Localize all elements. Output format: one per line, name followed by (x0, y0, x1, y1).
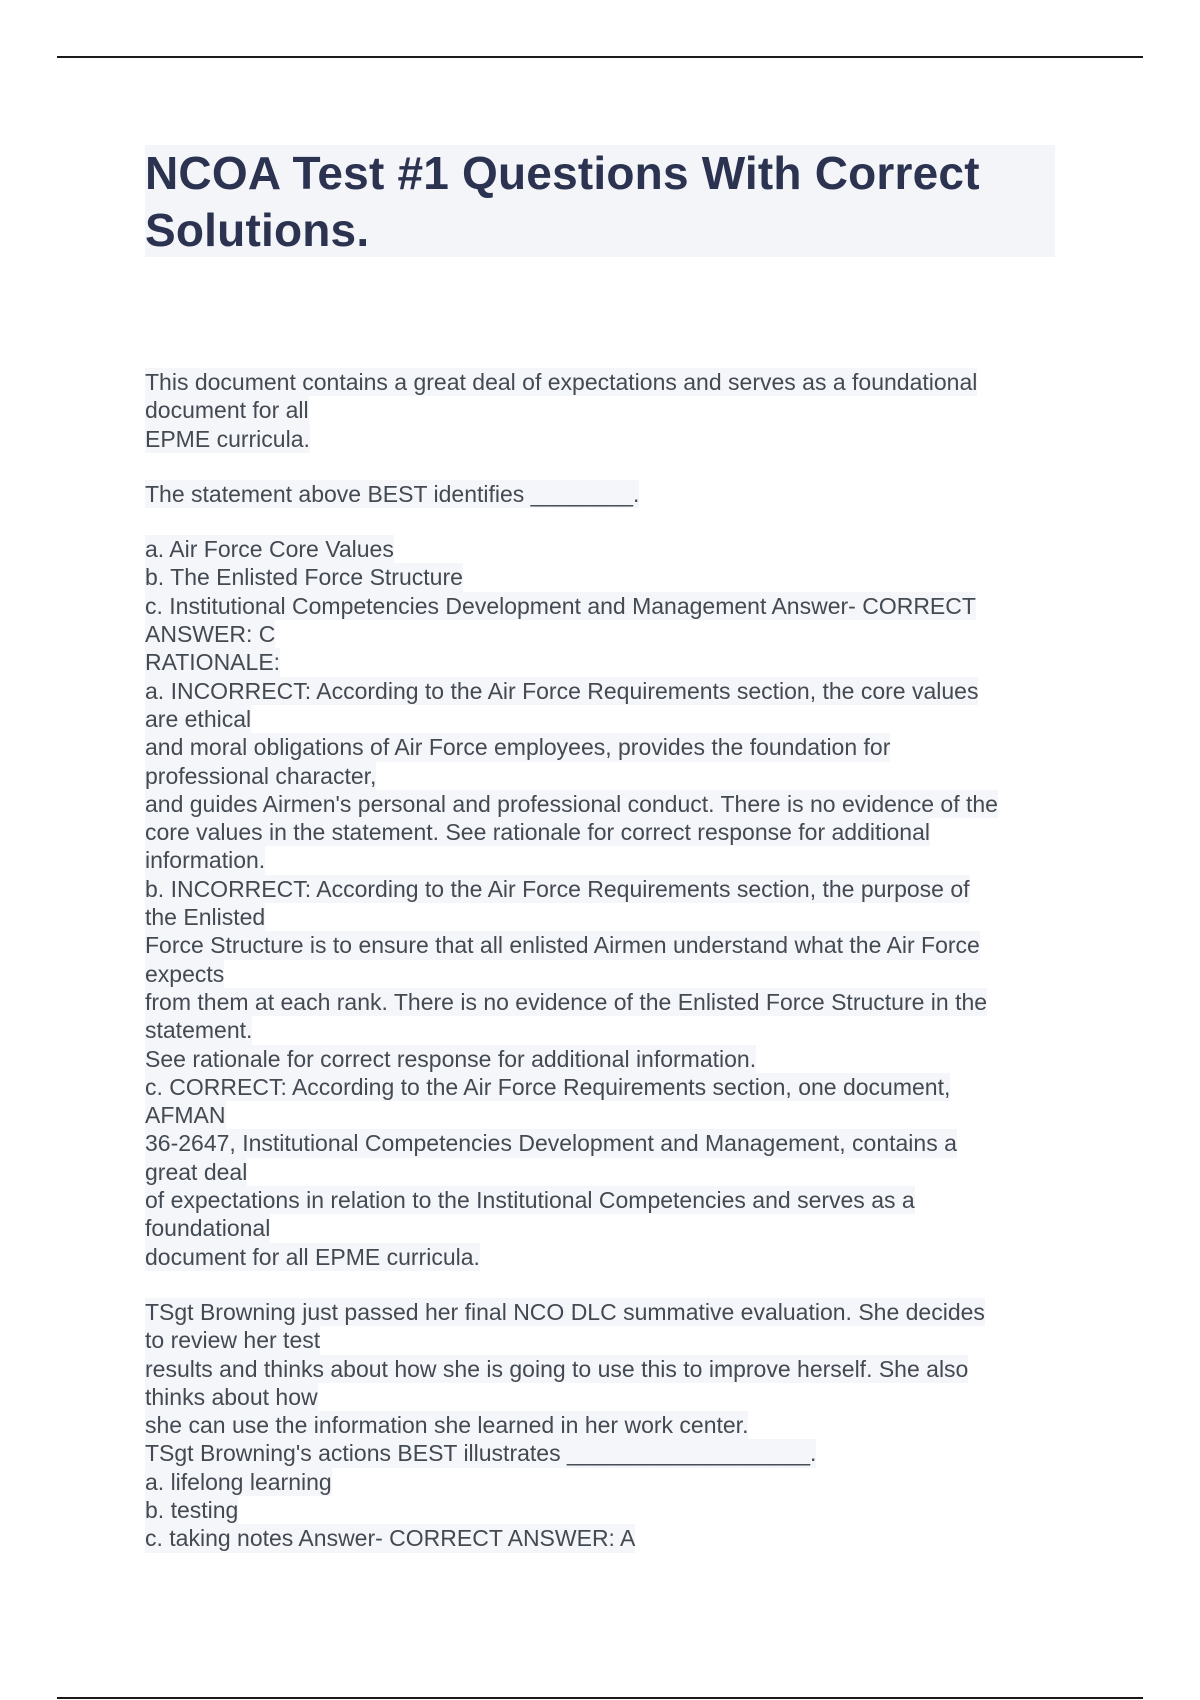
question-1-intro (145, 368, 1055, 453)
text-line: See rationale for correct response for additional information. (145, 1045, 757, 1072)
text-line: a. lifelong learning (145, 1468, 332, 1495)
text-line: The statement above BEST identifies ________. (145, 480, 640, 507)
text-line: RATIONALE: (145, 649, 281, 676)
question-2 (145, 1298, 1055, 1553)
text-line: document for all EPME curricula. (145, 1243, 480, 1270)
paragraph-gap (145, 508, 1055, 535)
text-line: c. CORRECT: According to the Air Force Requirements section, one document, (145, 1073, 951, 1100)
text-line: 36-2647, Institutional Competencies Development and Management, contains a (145, 1130, 957, 1157)
text-line: TSgt Browning's actions BEST illustrates ___________________. (145, 1440, 817, 1467)
text-line: document for all (145, 397, 309, 424)
paragraph-gap (145, 1271, 1055, 1298)
text-line: a. INCORRECT: According to the Air Force Requirements section, the core values (145, 677, 979, 704)
text-line: and guides Airmen's personal and professional conduct. There is no evidence of the (145, 790, 998, 817)
text-line: ANSWER: C (145, 621, 276, 648)
text-line: b. The Enlisted Force Structure (145, 564, 463, 591)
bottom-rule (57, 1697, 1143, 1699)
text-line: c. taking notes Answer- CORRECT ANSWER: A (145, 1525, 636, 1552)
document-title: NCOA Test #1 Questions With Correct Solutions. (145, 147, 980, 256)
text-line: core values in the statement. See rationale for correct response for additional (145, 819, 930, 846)
text-line: expects (145, 960, 225, 987)
text-line: of expectations in relation to the Institutional Competencies and serves as a (145, 1187, 915, 1214)
text-line: and moral obligations of Air Force employees, provides the foundation for (145, 734, 891, 761)
text-line: EPME curricula. (145, 425, 310, 452)
text-line: TSgt Browning just passed her final NCO DLC summative evaluation. She decides (145, 1298, 985, 1325)
text-line: the Enlisted (145, 904, 266, 931)
text-line: to review her test (145, 1327, 321, 1354)
paragraph-gap (145, 453, 1055, 480)
text-line: This document contains a great deal of expectations and serves as a foundational (145, 369, 978, 395)
text-line: results and thinks about how she is going to use this to improve herself. She also (145, 1355, 969, 1382)
text-line: are ethical (145, 705, 252, 732)
text-line: from them at each rank. There is no evidence of the Enlisted Force Structure in the (145, 988, 988, 1015)
text-line: b. testing (145, 1496, 239, 1523)
text-line: thinks about how (145, 1383, 318, 1410)
text-line: c. Institutional Competencies Development and Management Answer- CORRECT (145, 592, 976, 619)
text-line: Force Structure is to ensure that all enlisted Airmen understand what the Air Force (145, 932, 980, 959)
text-line: a. Air Force Core Values (145, 536, 394, 563)
text-line: b. INCORRECT: According to the Air Force Requirements section, the purpose of (145, 875, 970, 902)
text-line: information. (145, 847, 266, 874)
text-line: great deal (145, 1158, 248, 1185)
text-line: she can use the information she learned in her work center. (145, 1412, 749, 1439)
top-rule (57, 56, 1143, 58)
text-line: foundational (145, 1215, 271, 1242)
question-1-prompt (145, 480, 1055, 508)
text-line: professional character, (145, 762, 377, 789)
question-1-options-and-rationale (145, 535, 1055, 1271)
text-line: AFMAN (145, 1102, 226, 1129)
text-line: statement. (145, 1017, 253, 1044)
document-body (145, 368, 1055, 1553)
